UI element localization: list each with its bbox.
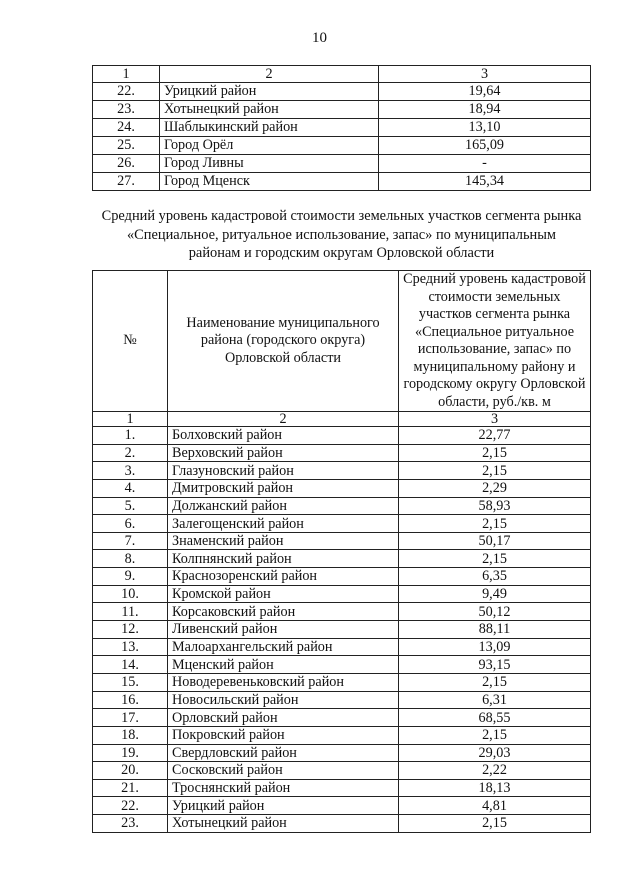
table-row (93, 568, 591, 586)
column-index-cell: 3 (399, 412, 591, 427)
district-name: Город Орёл (160, 137, 379, 155)
section-title (92, 207, 591, 263)
table-row (93, 621, 591, 639)
district-name: Троснянский район (168, 779, 399, 797)
cadastral-value-table-body (93, 271, 591, 833)
cadastral-value: 29,03 (399, 744, 591, 762)
table-row (93, 173, 591, 191)
cadastral-value: 2,15 (399, 673, 591, 691)
table-row (93, 462, 591, 480)
district-name: Колпнянский район (168, 550, 399, 568)
district-name: Кромской район (168, 585, 399, 603)
table-row (93, 515, 591, 533)
section-title-line: «Специальное, ритуальное использование, запас» по муниципальным (126, 226, 556, 243)
row-number: 23. (93, 101, 160, 119)
row-number: 8. (93, 550, 168, 568)
column-index-cell: 1 (93, 66, 160, 83)
district-name: Залегощенский район (168, 515, 399, 533)
row-number: 21. (93, 779, 168, 797)
district-name: Новодеревеньковский район (168, 673, 399, 691)
district-name: Должанский район (168, 497, 399, 515)
row-number: 3. (93, 462, 168, 480)
table-row (93, 427, 591, 445)
cadastral-value: 22,77 (399, 427, 591, 445)
cadastral-value: - (379, 155, 591, 173)
row-number: 1. (93, 427, 168, 445)
cadastral-value: 68,55 (399, 709, 591, 727)
district-name: Глазуновский район (168, 462, 399, 480)
row-number: 22. (93, 83, 160, 101)
cadastral-value: 18,94 (379, 101, 591, 119)
cadastral-value: 145,34 (379, 173, 591, 191)
table-row (93, 532, 591, 550)
cadastral-value: 93,15 (399, 656, 591, 674)
district-name: Урицкий район (160, 83, 379, 101)
row-number: 4. (93, 479, 168, 497)
district-name: Дмитровский район (168, 479, 399, 497)
district-name: Урицкий район (168, 797, 399, 815)
table-header-row (93, 271, 591, 412)
row-number: 9. (93, 568, 168, 586)
row-number: 15. (93, 673, 168, 691)
row-number: 14. (93, 656, 168, 674)
cadastral-value: 2,22 (399, 762, 591, 780)
district-name: Корсаковский район (168, 603, 399, 621)
row-number: 13. (93, 638, 168, 656)
row-number: 22. (93, 797, 168, 815)
row-number: 26. (93, 155, 160, 173)
header-district-name: Наименование муниципального района (городского округа) Орловской области (168, 271, 399, 412)
district-name: Покровский район (168, 726, 399, 744)
district-name: Мценский район (168, 656, 399, 674)
cadastral-value: 9,49 (399, 585, 591, 603)
row-number: 5. (93, 497, 168, 515)
column-index-cell: 3 (379, 66, 591, 83)
district-name: Новосильский район (168, 691, 399, 709)
district-name: Болховский район (168, 427, 399, 445)
table-row (93, 709, 591, 727)
district-name: Свердловский район (168, 744, 399, 762)
cadastral-value: 2,15 (399, 462, 591, 480)
district-name: Малоархангельский район (168, 638, 399, 656)
district-name: Город Мценск (160, 173, 379, 191)
row-number: 11. (93, 603, 168, 621)
cadastral-value: 165,09 (379, 137, 591, 155)
district-name: Верховский район (168, 444, 399, 462)
header-number: № (93, 271, 168, 412)
table-row (93, 155, 591, 173)
table-row (93, 83, 591, 101)
row-number: 24. (93, 119, 160, 137)
row-number: 7. (93, 532, 168, 550)
table-row (93, 726, 591, 744)
district-name: Хотынецкий район (160, 101, 379, 119)
table-row (93, 638, 591, 656)
row-number: 6. (93, 515, 168, 533)
district-name: Ливенский район (168, 621, 399, 639)
table-row (93, 797, 591, 815)
cadastral-value: 6,35 (399, 568, 591, 586)
cadastral-value: 13,09 (399, 638, 591, 656)
cadastral-value: 58,93 (399, 497, 591, 515)
table-row (93, 585, 591, 603)
cadastral-value: 2,15 (399, 444, 591, 462)
table-row (93, 497, 591, 515)
table-row (93, 762, 591, 780)
cadastral-value: 2,15 (399, 726, 591, 744)
district-name: Знаменский район (168, 532, 399, 550)
table-row (93, 673, 591, 691)
cadastral-value: 4,81 (399, 797, 591, 815)
cadastral-value: 2,29 (399, 479, 591, 497)
table-row (93, 550, 591, 568)
row-number: 19. (93, 744, 168, 762)
cadastral-value: 50,12 (399, 603, 591, 621)
row-number: 17. (93, 709, 168, 727)
cadastral-value: 6,31 (399, 691, 591, 709)
cadastral-value: 18,13 (399, 779, 591, 797)
table-row (93, 779, 591, 797)
column-index-cell: 2 (160, 66, 379, 83)
row-number: 2. (93, 444, 168, 462)
column-index-row (93, 66, 591, 83)
district-name: Краснозоренский район (168, 568, 399, 586)
table-row (93, 137, 591, 155)
district-name: Орловский район (168, 709, 399, 727)
district-name: Хотынецкий район (168, 815, 399, 833)
table-row (93, 444, 591, 462)
cadastral-value-table (92, 270, 591, 833)
row-number: 12. (93, 621, 168, 639)
continued-table-body (93, 66, 591, 191)
row-number: 27. (93, 173, 160, 191)
table-row (93, 479, 591, 497)
district-name: Шаблыкинский район (160, 119, 379, 137)
table-row (93, 656, 591, 674)
cadastral-value: 19,64 (379, 83, 591, 101)
cadastral-value: 2,15 (399, 815, 591, 833)
page-number: 10 (312, 30, 327, 46)
row-number: 10. (93, 585, 168, 603)
continued-table (92, 65, 591, 191)
column-index-cell: 1 (93, 412, 168, 427)
header-average-value: Средний уровень кадастровой стоимости земельных участков сегмента рынка «Специальное ритуальное использование, запас» по муниципальному району и городскому округу Орловской области, руб./кв. м (399, 271, 591, 412)
section-title-line: Средний уровень кадастровой стоимости земельных участков сегмента рынка (101, 208, 582, 224)
row-number: 20. (93, 762, 168, 780)
column-index-row (93, 412, 591, 427)
column-index-cell: 2 (168, 412, 399, 427)
table-row (93, 101, 591, 119)
table-row (93, 815, 591, 833)
cadastral-value: 2,15 (399, 515, 591, 533)
row-number: 25. (93, 137, 160, 155)
row-number: 16. (93, 691, 168, 709)
cadastral-value: 13,10 (379, 119, 591, 137)
district-name: Сосковский район (168, 762, 399, 780)
table-row (93, 119, 591, 137)
district-name: Город Ливны (160, 155, 379, 173)
table-row (93, 744, 591, 762)
table-row (93, 691, 591, 709)
row-number: 18. (93, 726, 168, 744)
cadastral-value: 2,15 (399, 550, 591, 568)
table-row (93, 603, 591, 621)
row-number: 23. (93, 815, 168, 833)
cadastral-value: 88,11 (399, 621, 591, 639)
section-title-line: районам и городским округам Орловской области (188, 245, 495, 261)
cadastral-value: 50,17 (399, 532, 591, 550)
